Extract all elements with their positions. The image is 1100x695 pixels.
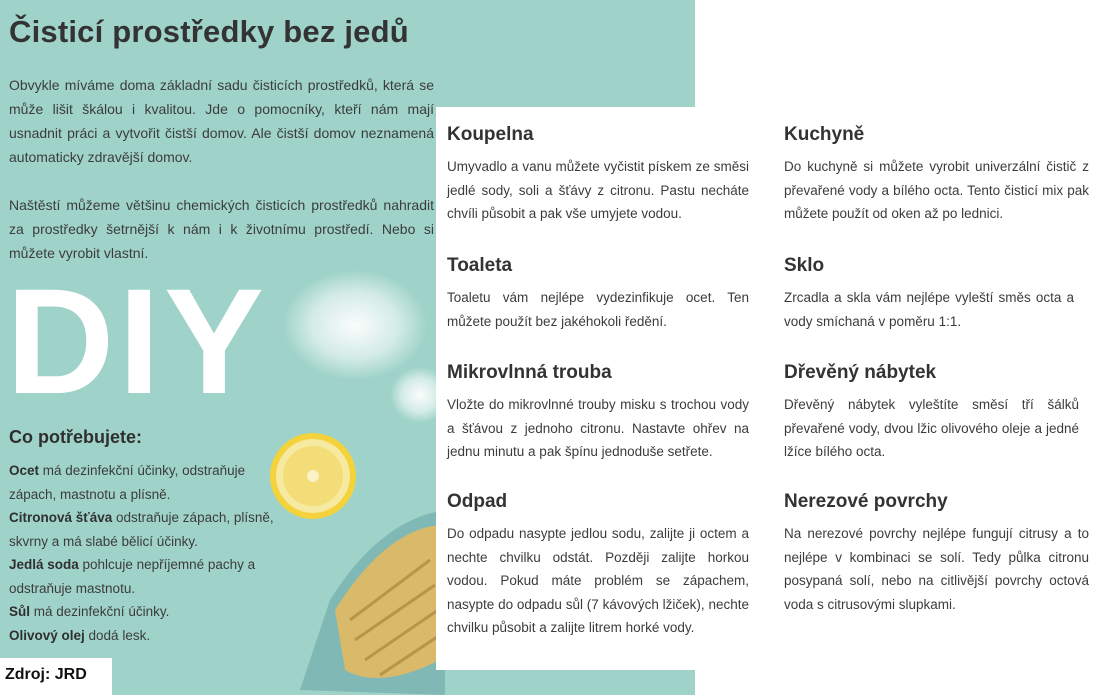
section-title: Sklo: [784, 255, 825, 276]
diy-heading: DIY: [6, 257, 269, 425]
section-text: Umyvadlo a vanu můžete vyčistit pískem ze směsi jedlé sody, soli a šťávy z citronu. Pastu necháte chvíli působit a pak vše umyjete vodou.: [447, 159, 749, 221]
source-label-box: [0, 658, 112, 695]
ingredient-name: Olivový olej: [9, 627, 85, 643]
section-text: Na nerezové povrchy nejlépe fungují citrusy a to nejlépe v kombinaci se solí. Tedy půlka citronu posypaná solí, nebo na citlivější povrchy octová voda s citrusovými slupkami.: [784, 526, 1089, 612]
section-title: Odpad: [447, 491, 508, 512]
section-title: Dřevěný nábytek: [784, 362, 937, 383]
section-text: Toaletu vám nejlépe vydezinfikuje ocet. Ten můžete použít bez jakéhokoli ředění.: [447, 290, 749, 329]
ingredient-name: Citronová šťáva: [9, 510, 113, 525]
ingredient-name: Ocet: [9, 463, 40, 478]
section-title: Koupelna: [447, 124, 534, 145]
ingredient-description: má dezinfekční účinky.: [30, 604, 170, 619]
lemon-half-icon: [270, 433, 356, 519]
section-text: Dřevěný nábytek vyleštíte směsí tří šálků převařené vody, dvou lžic olivového oleje a jedné lžíce bílého octa.: [784, 397, 1079, 459]
ingredient-name: Jedlá soda: [9, 557, 79, 572]
section-text: Do odpadu nasypte jedlou sodu, zalijte ji octem a nechte chvilku odstát. Později zalijte horkou vodou. Pokud máte problém se zápachem, nasypte do odpadu sůl (7 kávových lžiček), nechte chvilku působit a zalijte litrem horké vody.: [447, 526, 749, 635]
section-odpad: [447, 491, 749, 640]
ingredient-description: pohlcuje nepříjemné pachy a odstraňuje mastnotu.: [9, 557, 256, 596]
ingredient-description: dodá lesk.: [84, 627, 151, 643]
intro-paragraph: Naštěstí můžeme většinu chemických čisticích prostředků nahradit za prostředky šetrnější k nám i k životnímu prostředí. Nebo si můžete vyrobit vlastní.: [9, 197, 434, 261]
ingredient-name: Sůl: [9, 604, 31, 619]
list-item: [9, 624, 274, 648]
section-kuchyne: [784, 124, 1089, 226]
scrub-brush-icon: [300, 510, 445, 695]
section-koupelna: [447, 124, 749, 226]
source-label: Zdroj: JRD: [5, 666, 87, 683]
needs-list: [9, 459, 274, 647]
section-title: Mikrovlnná trouba: [447, 362, 612, 383]
list-item: [9, 506, 274, 553]
section-title: Kuchyně: [784, 124, 865, 145]
section-text: Do kuchyně si můžete vyrobit univerzální čistič z převařené vody a bílého octa. Tento čisticí mix pak můžete použít od oken až po lednici.: [784, 159, 1089, 221]
section-text: Zrcadla a skla vám nejlépe vyleští směs octa a vody smíchaná v poměru 1:1.: [784, 290, 1074, 329]
section-mikrovlnna-trouba: [447, 362, 749, 464]
page-title: Čisticí prostředky bez jedů: [9, 14, 409, 49]
ingredient-description: odstraňuje zápach, plísně, skvrny a má slabé bělicí účinky.: [9, 510, 274, 549]
list-item: [9, 459, 274, 506]
ingredient-description: má dezinfekční účinky, odstraňuje zápach, mastnotu a plísně.: [9, 463, 246, 502]
section-sklo: [784, 255, 1074, 333]
list-item: [9, 553, 274, 600]
intro-paragraph: Obvykle míváme doma základní sadu čisticích prostředků, která se může lišit škálou i kvalitou. Jde o pomocníky, kteří nám mají usnadnit práci a vytvořit čistší domov. Ale čistší domov neznamená automaticky zdravější domov.: [9, 77, 434, 165]
section-nerezove-povrchy: [784, 491, 1089, 616]
section-title: Toaleta: [447, 255, 513, 276]
section-title: Nerezové povrchy: [784, 491, 948, 512]
list-item: [9, 600, 274, 624]
section-text: Vložte do mikrovlnné trouby misku s trochou vody a šťávou z jednoho citronu. Nastavte ohřev na jednu minutu a pak špínu jednoduše setřete.: [447, 397, 749, 459]
section-toaleta: [447, 255, 749, 333]
needs-heading: Co potřebujete:: [9, 427, 142, 447]
section-dreveny-nabytek: [784, 362, 1079, 464]
